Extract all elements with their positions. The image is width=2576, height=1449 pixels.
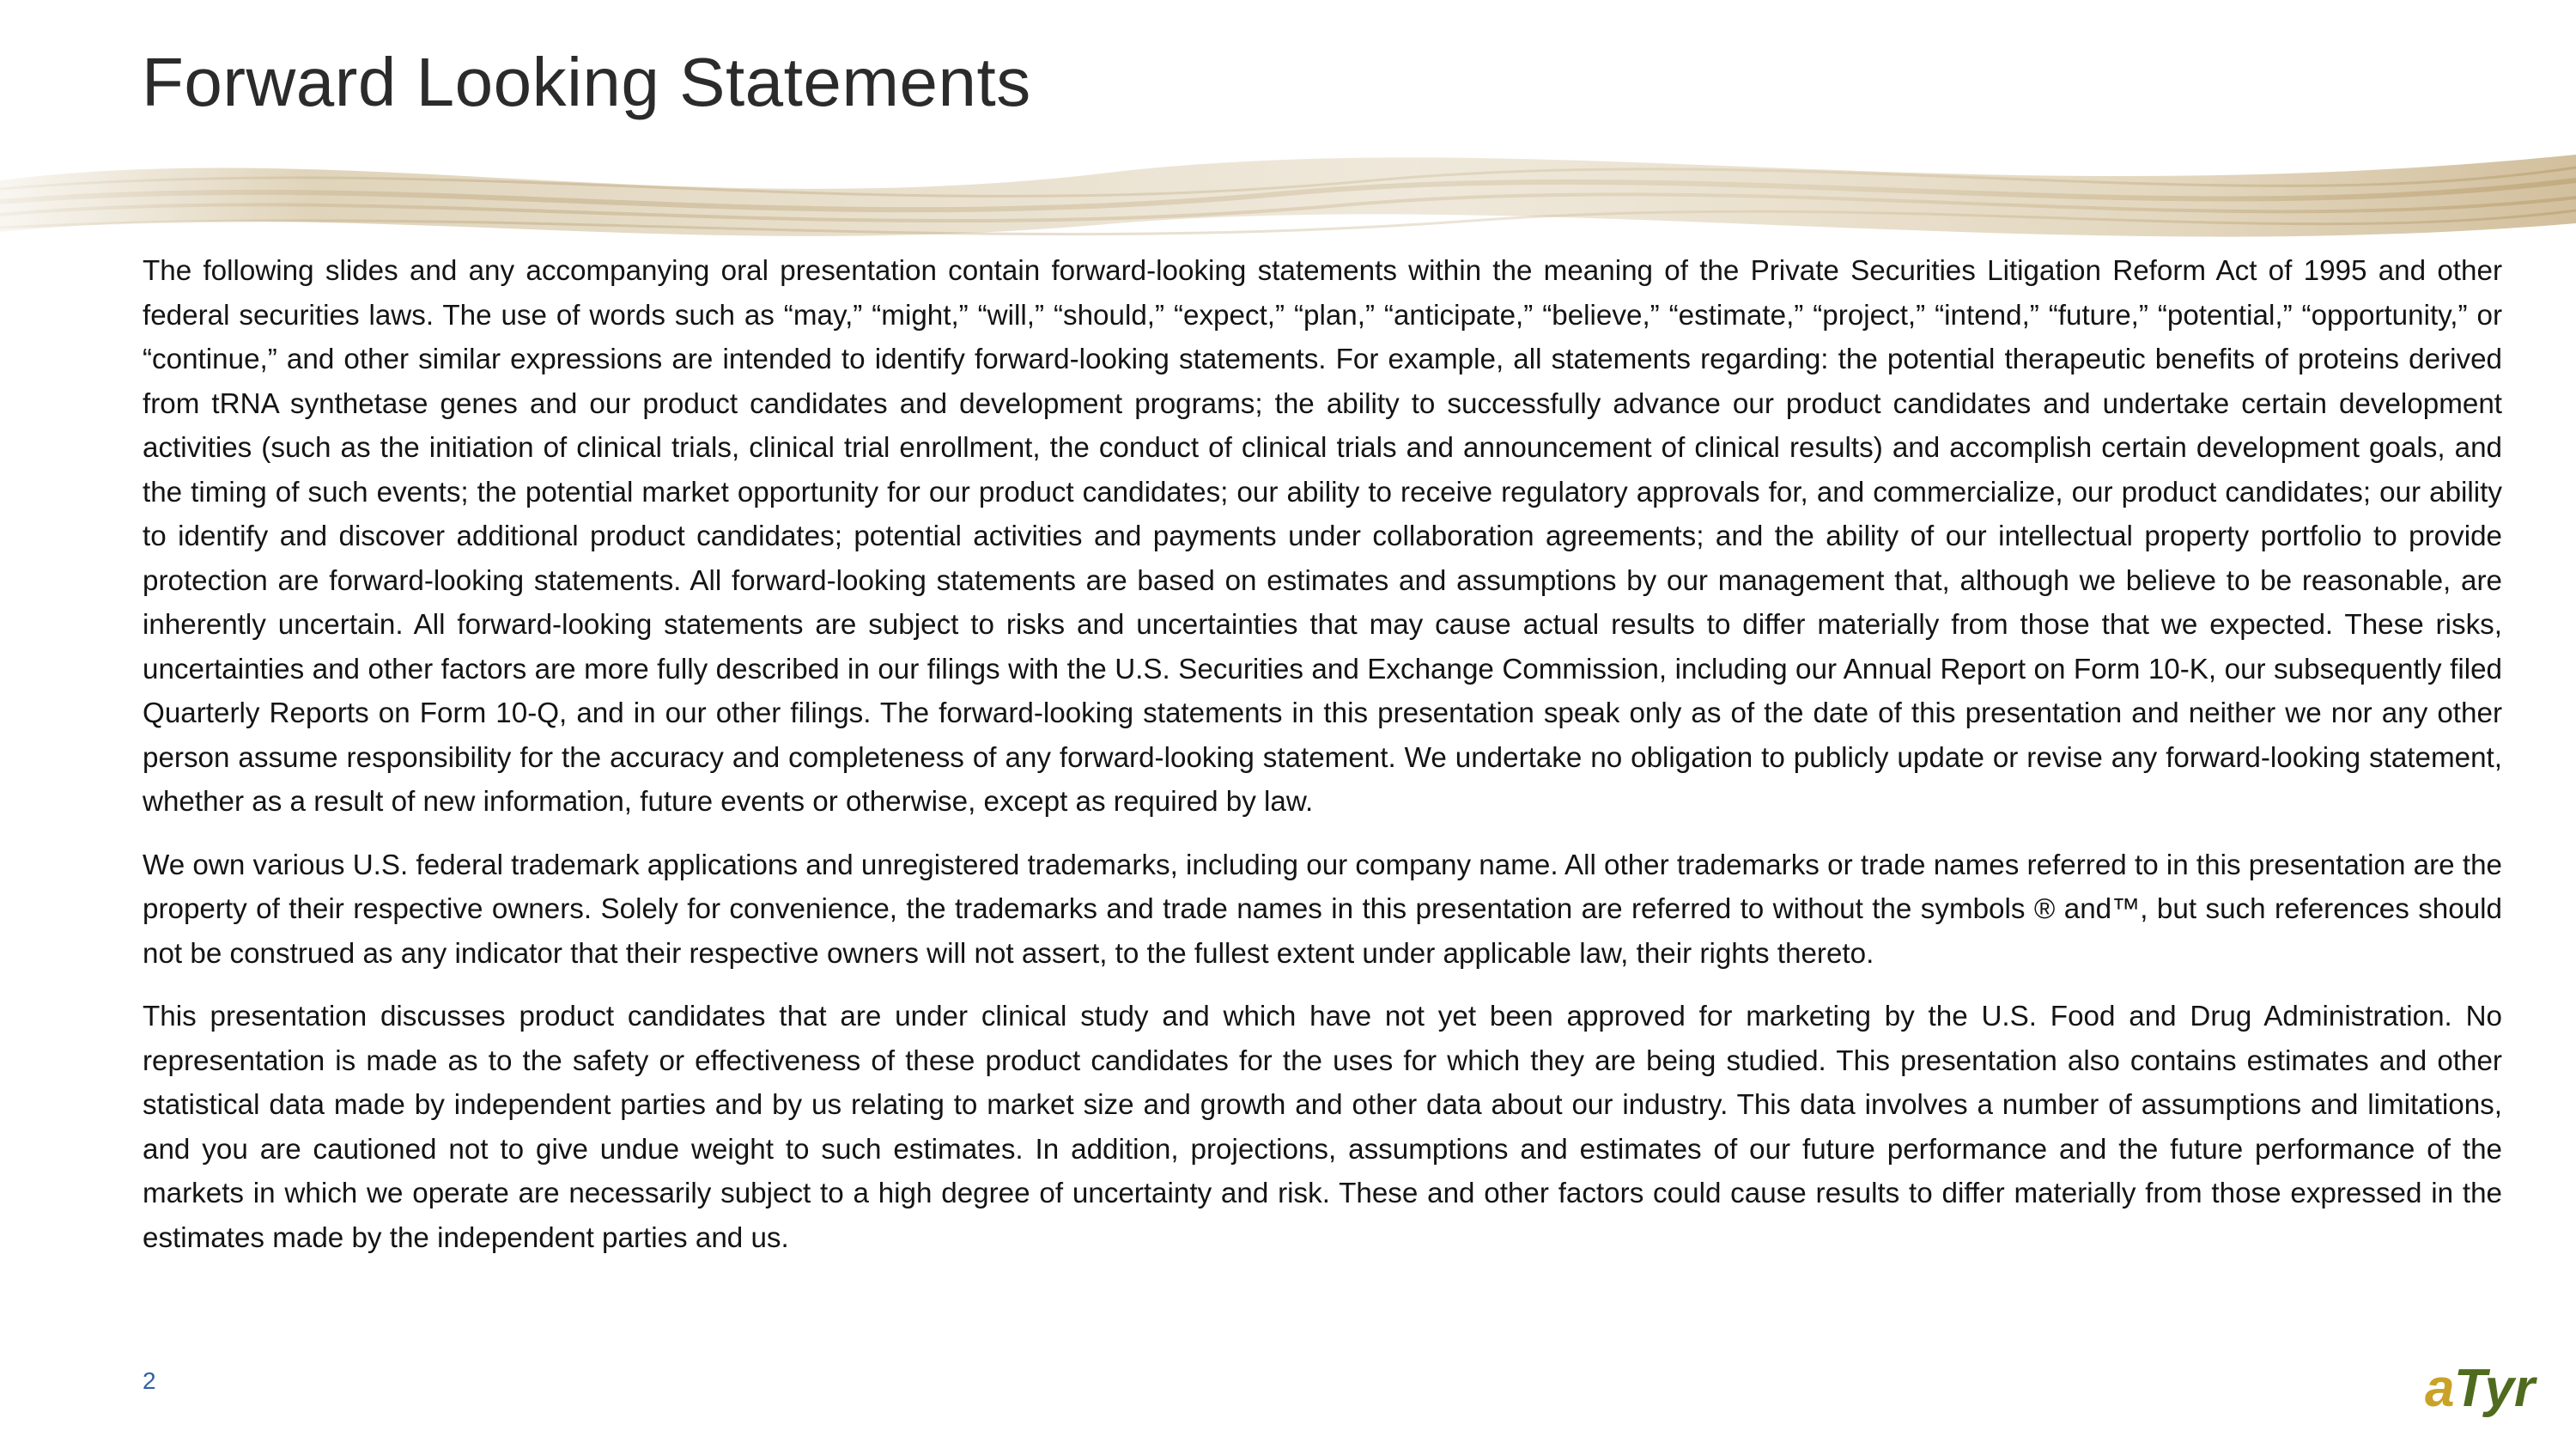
svg-text:Tyr: Tyr [2454, 1359, 2536, 1418]
svg-text:a: a [2425, 1359, 2455, 1418]
slide-title: Forward Looking Statements [142, 44, 1031, 120]
decorative-wave-band [0, 120, 2576, 266]
atyr-logo [2423, 1353, 2536, 1418]
forward-looking-paragraph: The following slides and any accompanying oral presentation contain forward-looking statements within the meaning of the Private Securities Litigation Reform Act of 1995 and other federal securities laws. The use of words such as “may,” “might,” “will,” “should,” “expect,” “plan,” “anticipate,” “believe,” “estimate,” “project,” “intend,” “future,” “potential,” “opportunity,” or “continue,” and other similar expressions are intended to identify forward-looking statements. For example, all statements regarding: the potential therapeutic benefits of proteins derived from tRNA synthetase genes and our product candidates and development programs; the ability to successfully advance our product candidates and undertake certain development activities (such as the initiation of clinical trials, clinical trial enrollment, the conduct of clinical trials and announcement of clinical results) and accomplish certain development goals, and the timing of such events; the potential market opportunity for our product candidates; our ability to receive regulatory approvals for, and commercialize, our product candidates; our ability to identify and discover additional product candidates; potential activities and payments under collaboration agreements; and the ability of our intellectual property portfolio to provide protection are forward-looking statements. All forward-looking statements are based on estimates and assumptions by our management that, although we believe to be reasonable, are inherently uncertain. All forward-looking statements are subject to risks and uncertainties that may cause actual results to differ materially from those that we expected. These risks, uncertainties and other factors are more fully described in our filings with the U.S. Securities and Exchange Commission, including our Annual Report on Form 10-K, our subsequently filed Quarterly Reports on Form 10-Q, and in our other filings. The forward-looking statements in this presentation speak only as of the date of this presentation and neither we nor any other person assume responsibility for the accuracy and completeness of any forward-looking statement. We undertake no obligation to publicly update or revise any forward-looking statement, whether as a result of new information, future events or otherwise, except as required by law. [143, 255, 2502, 818]
trademark-paragraph: We own various U.S. federal trademark applications and unregistered trademarks, including our company name. All other trademarks or trade names referred to in this presentation are the property of their respective owners. Solely for convenience, the trademarks and trade names in this presentation are referred to without the symbols ® and™, but such references should not be construed as any indicator that their respective owners will not assert, to the fullest extent under applicable law, their rights thereto. [143, 849, 2502, 970]
body-text [143, 249, 2502, 1279]
product-candidates-paragraph: This presentation discusses product candidates that are under clinical study and which have not yet been approved for marketing by the U.S. Food and Drug Administration. No representation is made as to the safety or effectiveness of these product candidates for the uses for which they are being studied. This presentation also contains estimates and other statistical data made by independent parties and by us relating to market size and growth and other data about our industry. This data involves a number of assumptions and limitations, and you are cautioned not to give undue weight to such estimates. In addition, projections, assumptions and estimates of our future performance and the future performance of the markets in which we operate are necessarily subject to a high degree of uncertainty and risk. These and other factors could cause results to differ materially from those expressed in the estimates made by the independent parties and us. [143, 1001, 2502, 1254]
page-number: 2 [143, 1367, 156, 1394]
